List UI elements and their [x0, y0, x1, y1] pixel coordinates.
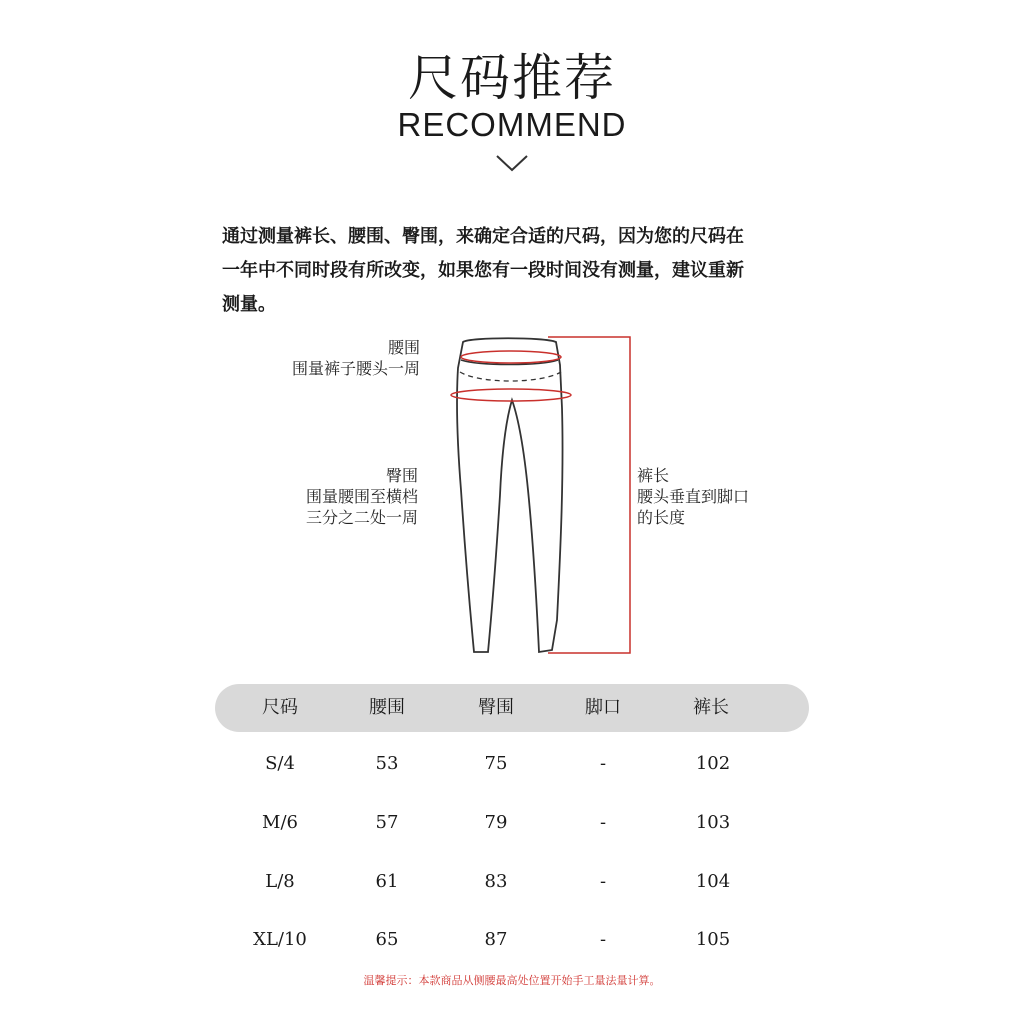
leggings-illustration: [0, 320, 1024, 670]
intro-text: [222, 220, 812, 322]
header-waist: 腰围: [369, 697, 405, 718]
cell-size: M/6: [262, 812, 298, 833]
cell-waist: 53: [375, 753, 399, 774]
length-label-desc-1: 腰头垂直到脚口: [637, 487, 750, 506]
cell-length: 105: [695, 929, 731, 950]
intro-line-2: 一年中不同时段有所改变，如果您有一段时间没有测量，建议重新: [222, 260, 744, 281]
cell-hem: -: [599, 929, 607, 950]
header-hip: 臀围: [478, 697, 514, 718]
size-table-header: [215, 684, 809, 732]
cell-waist: 65: [375, 929, 399, 950]
measurement-diagram: [0, 320, 1024, 670]
cell-hem: -: [599, 753, 607, 774]
cell-size: S/4: [265, 753, 295, 774]
cell-length: 103: [695, 812, 731, 833]
waist-label-desc: 围量裤子腰头一周: [291, 359, 420, 378]
header-length: 裤长: [693, 697, 729, 718]
waist-label: [260, 337, 420, 379]
cell-hip: 87: [484, 929, 508, 950]
cell-size: L/8: [265, 871, 295, 892]
cell-waist: 57: [375, 812, 399, 833]
cell-hip: 83: [484, 871, 508, 892]
cell-waist: 61: [375, 871, 399, 892]
hip-label-desc-1: 围量腰围至横档: [305, 487, 418, 506]
cell-hip: 79: [484, 812, 508, 833]
cell-size: XL/10: [253, 929, 307, 950]
cell-hem: -: [599, 812, 607, 833]
cell-hem: -: [599, 871, 607, 892]
hip-label: [260, 465, 418, 528]
cell-hip: 75: [484, 753, 508, 774]
footnote-text: 温馨提示：本款商品从侧腰最高处位置开始手工量法量计算。: [363, 974, 661, 987]
waist-dashed-line: [460, 372, 561, 381]
intro-line-1: 通过测量裤长、腰围、臀围，来确定合适的尺码，因为您的尺码在: [222, 226, 744, 247]
chevron-down-icon: [495, 152, 529, 174]
length-label-desc-2: 的长度: [637, 508, 686, 527]
header-hem: 脚口: [585, 697, 621, 718]
waist-label-title: 腰围: [387, 338, 420, 357]
cell-length: 102: [695, 753, 731, 774]
hip-label-title: 臀围: [385, 466, 418, 485]
cell-length: 104: [695, 871, 731, 892]
header-size: 尺码: [262, 697, 298, 718]
length-label-title: 裤长: [637, 466, 670, 485]
hip-label-desc-2: 三分之二处一周: [305, 508, 418, 527]
waist-marker: [461, 351, 561, 363]
page-subtitle: RECOMMEND: [397, 106, 627, 143]
length-label: [637, 465, 797, 528]
leggings-outline: [457, 338, 563, 652]
hip-marker: [451, 389, 571, 401]
intro-line-3: 测量。: [222, 294, 276, 315]
page-title: 尺码推荐: [408, 49, 616, 107]
